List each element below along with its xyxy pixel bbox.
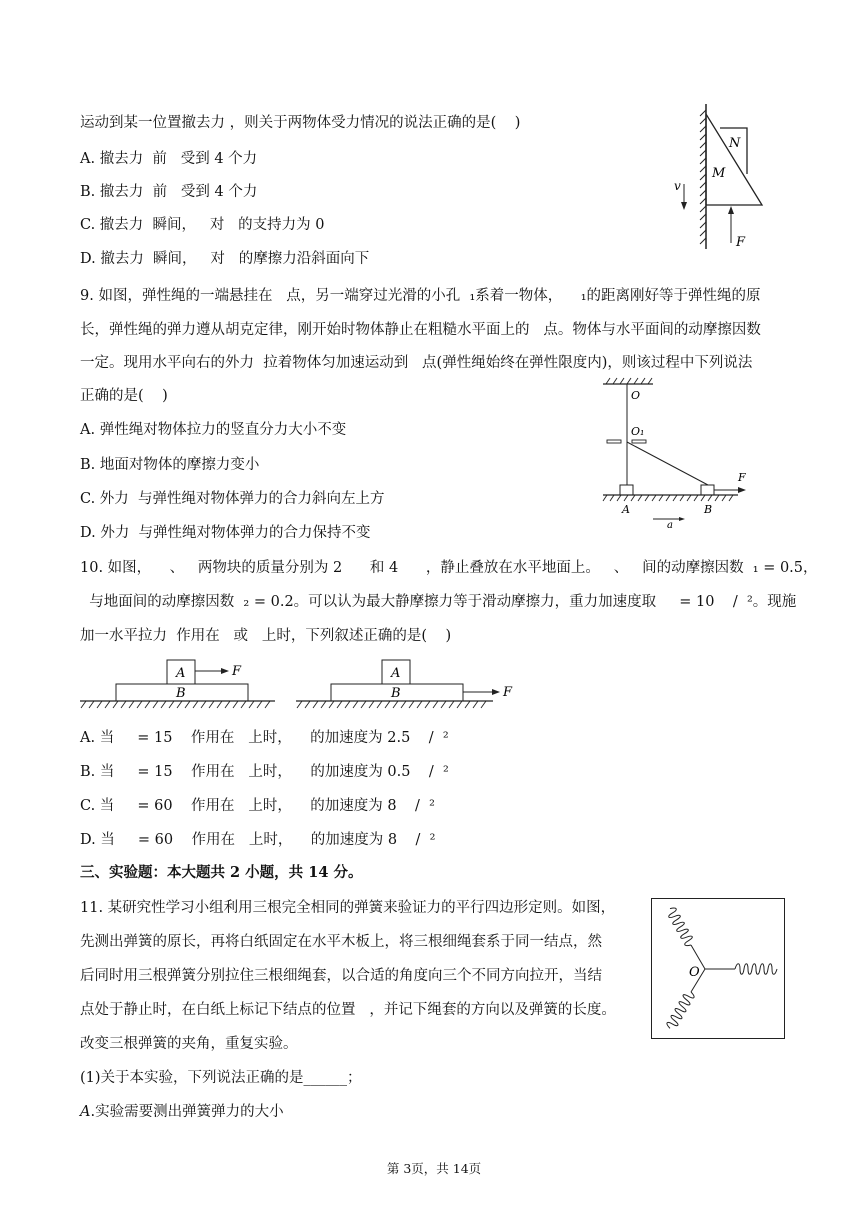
q10-stem-1: 10. 如图， 、 两物块的质量分别为 2 和 4 ，静止叠放在水平地面上。 、 间的动摩擦因数 ₁ = 0.5， bbox=[80, 560, 818, 576]
q11-figure bbox=[651, 898, 785, 1039]
q11-label-o: O bbox=[689, 965, 700, 980]
q9-stem-2: 长，弹性绳的弹力遵从胡克定律，刚开始时物体静止在粗糙水平面上的 点。物体与水平面间的动摩擦因数 bbox=[80, 322, 761, 338]
q10-option-c: C. 当 = 60 作用在 上时， 的加速度为 8 / ² bbox=[80, 798, 435, 814]
q11-sub1: (1)关于本实验，下列说法正确的是______； bbox=[80, 1070, 362, 1086]
q11-stem-2: 先测出弹簧的原长，再将白纸固定在水平木板上，将三根细绳套系于同一结点，然 bbox=[80, 934, 602, 950]
q10-option-d: D. 当 = 60 作用在 上时， 的加速度为 8 / ² bbox=[80, 832, 436, 848]
q9-label-a: A bbox=[622, 503, 630, 516]
q11-stem-4: 点处于静止时，在白纸上标记下结点的位置 ，并记下绳套的方向以及弹簧的长度。 bbox=[80, 1002, 616, 1018]
q9-label-f: F bbox=[738, 471, 746, 484]
q9-stem-1: 9. 如图，弹性绳的一端悬挂在 点，另一端穿过光滑的小孔 ₁系着一物体， ₁的距离刚好等于弹性绳的原 bbox=[80, 288, 761, 304]
q9-option-c: C. 外力 与弹性绳对物体弹力的合力斜向左上方 bbox=[80, 491, 385, 507]
q11-stem-3: 后同时用三根弹簧分别拉住三根细绳套，以合适的角度向三个不同方向拉开，当结 bbox=[80, 968, 602, 984]
q9-label-o: O bbox=[631, 389, 641, 402]
q8-option-c: C. 撤去力 瞬间， 对 的支持力为 0 bbox=[80, 217, 325, 233]
q11-sub1-option-a-text: .实验需要测出弹簧弹力的大小 bbox=[90, 1104, 284, 1120]
q9-label-b: B bbox=[704, 503, 713, 516]
q10-stem-2: 与地面间的动摩擦因数 ₂ = 0.2。可以认为最大静摩擦力等于滑动摩擦力，重力加速度取 = 10 / ²。现施 bbox=[80, 594, 797, 610]
q8-label-n: N bbox=[729, 136, 741, 151]
q10-option-b: B. 当 = 15 作用在 上时， 的加速度为 0.5 / ² bbox=[80, 764, 449, 780]
q8-figure bbox=[668, 104, 778, 254]
q11-stem-1: 11. 某研究性学习小组利用三根完全相同的弹簧来验证力的平行四边形定则。如图， bbox=[80, 900, 616, 916]
q11-stem-5: 改变三根弹簧的夹角，重复实验。 bbox=[80, 1036, 298, 1052]
q10-left-label-a: A bbox=[176, 666, 186, 681]
q9-stem-4: 正确的是( ) bbox=[80, 388, 168, 404]
q10-figure bbox=[78, 654, 528, 712]
q10-stem-3: 加一水平拉力 作用在 或 上时，下列叙述正确的是( ) bbox=[80, 628, 452, 644]
q8-option-a: A. 撤去力 前 受到 4 个力 bbox=[80, 151, 258, 167]
page-footer: 第 3页，共 14页 bbox=[386, 1161, 482, 1176]
q8-option-b: B. 撤去力 前 受到 4 个力 bbox=[80, 184, 258, 200]
q9-figure bbox=[598, 378, 758, 531]
q9-option-b: B. 地面对物体的摩擦力变小 bbox=[80, 457, 260, 473]
q10-right-label-b: B bbox=[391, 686, 401, 701]
q10-left-label-f: F bbox=[232, 664, 242, 679]
q8-stem-tail: 运动到某一位置撤去力 ，则关于两物体受力情况的说法正确的是( ) bbox=[80, 115, 521, 131]
q10-left-label-b: B bbox=[176, 686, 186, 701]
q8-label-v: v bbox=[674, 179, 681, 193]
q11-sub1-option-a bbox=[80, 1102, 284, 1122]
q9-stem-3: 一定。现用水平向右的外力 拉着物体匀加速运动到 点(弹性绳始终在弹性限度内)，则该过程中下列说法 bbox=[80, 355, 753, 371]
q9-label-accel: a bbox=[667, 520, 673, 531]
q9-label-o1: O₁ bbox=[631, 425, 645, 438]
q9-option-d: D. 外力 与弹性绳对物体弹力的合力保持不变 bbox=[80, 525, 371, 541]
q8-label-f: F bbox=[736, 235, 746, 250]
q8-option-d: D. 撤去力 瞬间， 对 的摩擦力沿斜面向下 bbox=[80, 251, 370, 267]
q8-label-m: M bbox=[712, 166, 726, 181]
section-3-title: 三、实验题：本大题共 2 小题，共 14 分。 bbox=[80, 864, 363, 881]
q10-right-label-a: A bbox=[391, 666, 401, 681]
q10-right-label-f: F bbox=[503, 685, 513, 700]
q9-option-a: A. 弹性绳对物体拉力的竖直分力大小不变 bbox=[80, 422, 347, 438]
q11-sub1-option-a-letter: A bbox=[80, 1104, 91, 1120]
q10-option-a: A. 当 = 15 作用在 上时， 的加速度为 2.5 / ² bbox=[80, 730, 449, 746]
